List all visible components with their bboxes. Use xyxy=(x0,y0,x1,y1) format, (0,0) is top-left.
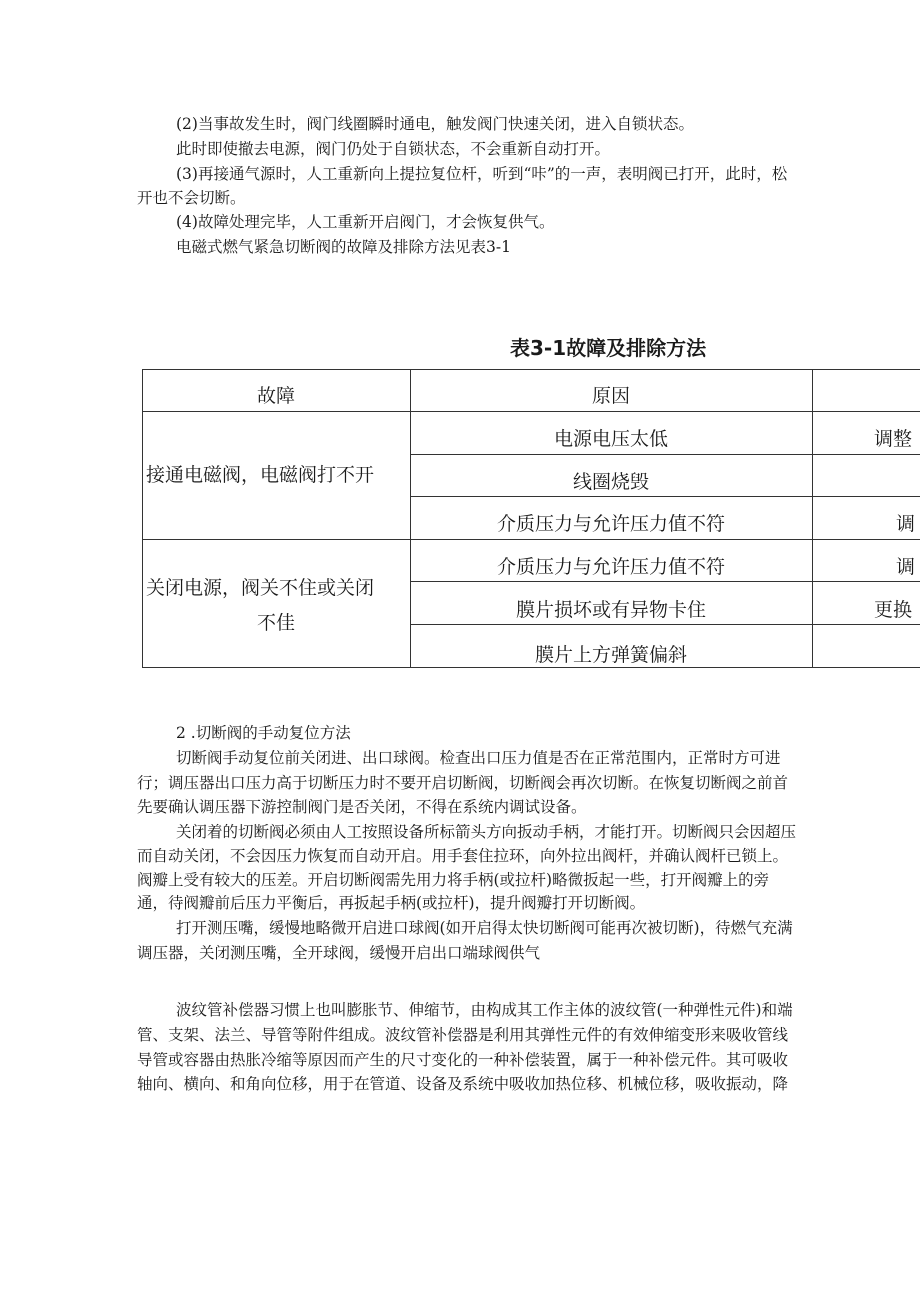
section2-line: 关闭着的切断阀必须由人工按照设备所标箭头方向扳动手柄，才能打开。切断阀只会因超压 xyxy=(176,823,797,841)
table-caption: 表3-1故障及排除方法 xyxy=(510,336,707,360)
cause-cell: 线圈烧毁 xyxy=(572,471,649,493)
section3-line: 管、支架、法兰、导管等附件组成。波纹管补偿器是利用其弹性元件的有效伸缩变形来吸收管线 xyxy=(137,1026,789,1044)
table-rule-row xyxy=(410,581,920,582)
table-rule-row xyxy=(410,496,920,497)
section2-line: 行；调压器出口压力高于切断压力时不要开启切断阀，切断阀会再次切断。在恢复切断阀之前首 xyxy=(137,774,789,792)
fault-cell-2-line-2: 不佳 xyxy=(256,612,295,634)
intro-line-4: 开也不会切断。 xyxy=(137,189,246,207)
cause-cell: 膜片损坏或有异物卡住 xyxy=(515,599,706,621)
cause-cell: 电源电压太低 xyxy=(553,428,668,450)
section2-line: 切断阀手动复位前关闭进、出口球阀。检查出口压力值是否在正常范围内，正常时方可进 xyxy=(176,749,781,767)
table-rule-row xyxy=(410,624,920,625)
remedy-cell: 调 xyxy=(896,513,916,535)
table-rule-col2 xyxy=(812,369,813,668)
section3-line: 波纹管补偿器习惯上也叫膨胀节、伸缩节，由构成其工作主体的波纹管(一种弹性元件)和端 xyxy=(176,1001,793,1019)
table-rule-top xyxy=(142,369,920,370)
cause-cell: 膜片上方弹簧偏斜 xyxy=(534,644,687,666)
cause-cell: 介质压力与允许压力值不符 xyxy=(496,556,725,578)
header-cause: 原因 xyxy=(591,385,630,407)
intro-line-5: (4)故障处理完毕，人工重新开启阀门，才会恢复供气。 xyxy=(176,213,555,231)
remedy-cell: 调 xyxy=(896,556,916,578)
table-rule-group xyxy=(142,539,920,540)
cause-cell: 介质压力与允许压力值不符 xyxy=(496,513,725,535)
section3-line: 轴向、横向、和角向位移，用于在管道、设备及系统中吸收加热位移、机械位移，吸收振动，降 xyxy=(137,1075,789,1093)
intro-line-2: 此时即使撤去电源，阀门仍处于自锁状态，不会重新自动打开。 xyxy=(176,140,611,158)
table-rule-row xyxy=(410,454,920,455)
intro-line-6: 电磁式燃气紧急切断阀的故障及排除方法见表3-1 xyxy=(176,238,511,256)
table-rule-bottom xyxy=(142,667,920,668)
section2-line: 先要确认调压器下游控制阀门是否关闭，不得在系统内调试设备。 xyxy=(137,798,587,816)
section2-line: 调压器，关闭测压嘴，全开球阀，缓慢开启出口端球阀供气 xyxy=(137,944,541,962)
header-fault: 故障 xyxy=(256,385,295,407)
section2-line: 通，待阀瓣前后压力平衡后，再扳起手柄(或拉杆)，提升阀瓣打开切断阀。 xyxy=(137,894,646,912)
fault-cell-1: 接通电磁阀，电磁阀打不开 xyxy=(146,464,375,486)
remedy-cell: 更换 xyxy=(874,599,913,621)
section2-line: 打开测压嘴，缓慢地略微开启进口球阀(如开启得太快切断阀可能再次被切断)，待燃气充满 xyxy=(176,919,793,937)
section2-heading: 2 .切断阀的手动复位方法 xyxy=(176,724,351,742)
table-rule-header xyxy=(142,411,920,412)
section2-line: 阀瓣上受有较大的压差。开启切断阀需先用力将手柄(或拉杆)略微扳起一些，打开阀瓣上的旁 xyxy=(137,871,770,889)
section2-line: 而自动关闭，不会因压力恢复而自动开启。用手套住拉环，向外拉出阀杆，并确认阀杆已锁上。 xyxy=(137,847,789,865)
section3-line: 导管或容器由热胀冷缩等原因而产生的尺寸变化的一种补偿装置，属于一种补偿元件。其可吸收 xyxy=(137,1051,789,1069)
intro-line-3: (3)再接通气源时，人工重新向上提拉复位杆，听到“咔”的一声，表明阀已打开，此时，松 xyxy=(176,165,788,183)
remedy-cell: 调整 xyxy=(874,428,913,450)
intro-line-1: (2)当事故发生时，阀门线圈瞬时通电，触发阀门快速关闭，进入自锁状态。 xyxy=(176,115,694,133)
fault-cell-2-line-1: 关闭电源，阀关不住或关闭 xyxy=(146,577,375,599)
fault-table xyxy=(142,369,920,668)
